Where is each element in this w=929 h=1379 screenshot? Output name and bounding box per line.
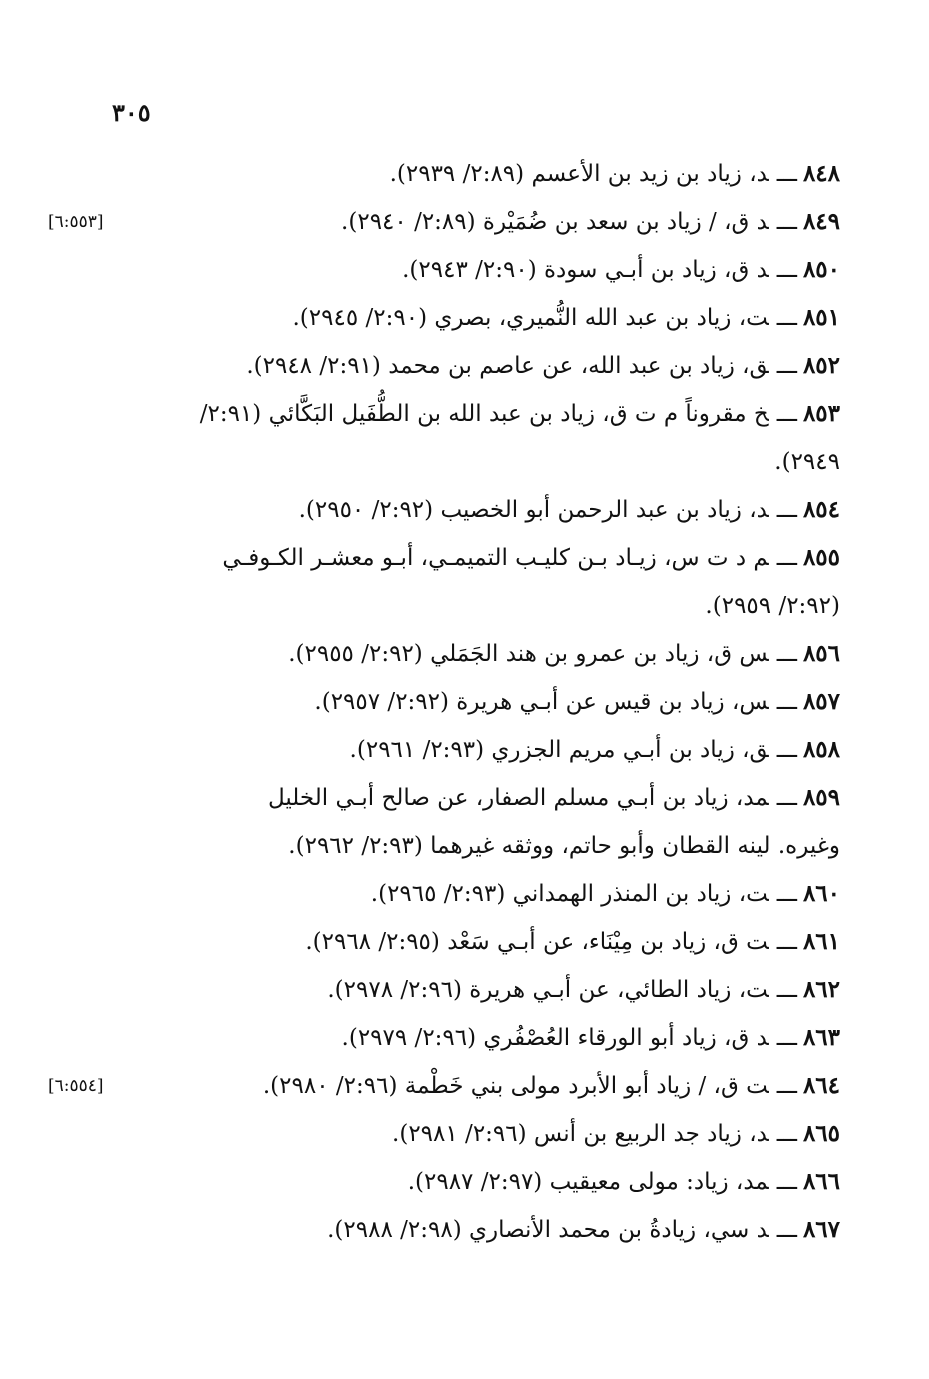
entry-text: د، زياد بن عبد الرحمن أبو الخصيب (٢:٩٢/ ٢٩٥٠). <box>298 497 769 523</box>
entry: ٨٥٧ـــس، زياد بن قيس عن أبـي هريرة (٢:٩٢/ ٢٩٥٧). <box>314 688 840 715</box>
entry: ٨٦٢ـــت، زياد الطائي، عن أبـي هريرة (٢:٩٦/ ٢٩٧٨). <box>327 976 840 1003</box>
entry-text: م د ت س، زيـاد بـن كليـب التميمـي، أبـو معشـر الكـوفـي <box>222 545 769 571</box>
entry-number: ٨٦٧ <box>802 1216 840 1243</box>
entry-text: خ مقروناً م ت ق، زياد بن عبد الله بن الطُّفَيل البَكَّائي (٢:٩١/ <box>199 401 769 427</box>
entry: ٨٥٨ـــق، زياد بن أبـي مريم الجزري (٢:٩٣/ ٢٩٦١). <box>349 736 840 763</box>
entry: ٨٦١ـــت ق، زياد بن مِيْنَاء، عن أبـي سَعْد (٢:٩٥/ ٢٩٦٨). <box>305 928 840 955</box>
entry-text: ق، زياد بن أبـي مريم الجزري (٢:٩٣/ ٢٩٦١). <box>349 737 769 763</box>
entry-text: د ق، زياد أبو الورقاء العُصْفُري (٢:٩٦/ ٢٩٧٩). <box>341 1025 769 1051</box>
entry-number: ٨٥١ <box>802 304 840 331</box>
entry-number: ٨٥٥ <box>802 544 840 571</box>
entry-text: ت، زياد الطائي، عن أبـي هريرة (٢:٩٦/ ٢٩٧٨). <box>327 977 769 1003</box>
entry: ٨٦٠ـــت، زياد بن المنذر الهمداني (٢:٩٣/ ٢٩٦٥). <box>370 880 840 907</box>
entries-list <box>48 150 840 1254</box>
entry-number: ٨٤٨ <box>802 160 840 187</box>
entry-text: د ق، / زياد بن سعد بن ضُمَيْرة (٢:٨٩/ ٢٩٤٠). <box>341 209 769 235</box>
entry: ٨٥٣ـــخ مقروناً م ت ق، زياد بن عبد الله بن الطُّفَيل البَكَّائي (٢:٩١/ ٢٩٤٩). <box>110 390 840 486</box>
entry-text: ت، زياد بن المنذر الهمداني (٢:٩٣/ ٢٩٦٥). <box>370 881 769 907</box>
entry-number: ٨٦٢ <box>802 976 840 1003</box>
page-number: ٣٠٥ <box>112 98 151 127</box>
entry: ٨٦٣ـــد ق، زياد أبو الورقاء العُصْفُري (٢:٩٦/ ٢٩٧٩). <box>341 1024 840 1051</box>
entry: ٨٦٥ـــد، زياد جد الربيع بن أنس (٢:٩٦/ ٢٩٨١). <box>392 1120 840 1147</box>
entry-text: س ق، زياد بن عمرو بن هند الجَمَلي (٢:٩٢/ ٢٩٥٥). <box>288 641 769 667</box>
entry-number: ٨٥٣ <box>802 400 840 427</box>
entry: ٨٦٦ـــمد، زياد: مولى معيقيب (٢:٩٧/ ٢٩٨٧). <box>407 1168 840 1195</box>
entry-continuation: (٢:٩٢/ ٢٩٥٩). <box>705 593 840 619</box>
entry-number: ٨٥٠ <box>802 256 840 283</box>
entry: ٨٥٢ـــق، زياد بن عبد الله، عن عاصم بن محمد (٢:٩١/ ٢٩٤٨). <box>246 352 840 379</box>
margin-reference: [٦:٥٥٤] <box>48 1076 104 1096</box>
entry-text: ق، زياد بن عبد الله، عن عاصم بن محمد (٢:٩١/ ٢٩٤٨). <box>246 353 769 379</box>
entry-number: ٨٥٧ <box>802 688 840 715</box>
entry-text: ت ق، زياد بن مِيْنَاء، عن أبـي سَعْد (٢:٩٥/ ٢٩٦٨). <box>305 929 769 955</box>
entry-text: د، زياد جد الربيع بن أنس (٢:٩٦/ ٢٩٨١). <box>392 1121 769 1147</box>
entry-number: ٨٥٩ <box>802 784 840 811</box>
entry: ٨٥١ـــت، زياد بن عبد الله النُّميري، بصري (٢:٩٠/ ٢٩٤٥). <box>292 304 840 331</box>
entry-number: ٨٦٣ <box>802 1024 840 1051</box>
entry: ٨٥٥ـــم د ت س، زيـاد بـن كليـب التميمـي، أبـو معشـر الكـوفـي (٢:٩٢/ ٢٩٥٩). <box>110 534 840 630</box>
entry: ٨٥٦ـــس ق، زياد بن عمرو بن هند الجَمَلي (٢:٩٢/ ٢٩٥٥). <box>288 640 840 667</box>
entry-number: ٨٤٩ <box>802 208 840 235</box>
entry: ٨٤٩ـــد ق، / زياد بن سعد بن ضُمَيْرة (٢:٨٩/ ٢٩٤٠). [٦:٥٥٣] <box>110 198 840 246</box>
entry: ٨٦٤ـــت ق، / زياد أبو الأبرد مولى بني خَطْمة (٢:٩٦/ ٢٩٨٠). [٦:٥٥٤] <box>110 1062 840 1110</box>
entry-number: ٨٥٨ <box>802 736 840 763</box>
entry-text: د ق، زياد بن أبـي سودة (٢:٩٠/ ٢٩٤٣). <box>402 257 769 283</box>
entry-text: ت، زياد بن عبد الله النُّميري، بصري (٢:٩٠/ ٢٩٤٥). <box>292 305 769 331</box>
entry: ٨٤٨ـــد، زياد بن زيد بن الأعسم (٢:٨٩/ ٢٩٣٩). <box>389 160 840 187</box>
entry-text: مد، زياد: مولى معيقيب (٢:٩٧/ ٢٩٨٧). <box>407 1169 769 1195</box>
entry-text: د، زياد بن زيد بن الأعسم (٢:٨٩/ ٢٩٣٩). <box>389 161 769 187</box>
entry-number: ٨٦٠ <box>802 880 840 907</box>
entry-number: ٨٦٤ <box>802 1072 840 1099</box>
entry-text: ت ق، / زياد أبو الأبرد مولى بني خَطْمة (٢:٩٦/ ٢٩٨٠). <box>262 1073 769 1099</box>
entry-continuation: ٢٩٤٩). <box>774 449 840 475</box>
margin-reference: [٦:٥٥٣] <box>48 212 104 232</box>
entry-number: ٨٥٦ <box>802 640 840 667</box>
entry-number: ٨٥٤ <box>802 496 840 523</box>
entry: ٨٥٩ـــمد، زياد بن أبـي مسلم الصفار، عن صالح أبـي الخليل وغيره. لينه القطان وأبو حاتم، ووثقه غيرهما (٢:٩٣/ ٢٩٦٢). <box>110 774 840 870</box>
entry-text: س، زياد بن قيس عن أبـي هريرة (٢:٩٢/ ٢٩٥٧). <box>314 689 769 715</box>
entry-number: ٨٥٢ <box>802 352 840 379</box>
entry-text: د سي، زيادةُ بن محمد الأنصاري (٢:٩٨/ ٢٩٨٨). <box>327 1217 769 1243</box>
entry: ٨٦٧ـــد سي، زيادةُ بن محمد الأنصاري (٢:٩٨/ ٢٩٨٨). <box>327 1216 840 1243</box>
entry: ٨٥٤ـــد، زياد بن عبد الرحمن أبو الخصيب (٢:٩٢/ ٢٩٥٠). <box>298 496 840 523</box>
entry-text: مد، زياد بن أبـي مسلم الصفار، عن صالح أبـي الخليل <box>267 785 769 811</box>
entry-continuation: وغيره. لينه القطان وأبو حاتم، ووثقه غيرهما (٢:٩٣/ ٢٩٦٢). <box>288 833 840 859</box>
entry: ٨٥٠ـــد ق، زياد بن أبـي سودة (٢:٩٠/ ٢٩٤٣). <box>402 256 840 283</box>
entry-number: ٨٦٥ <box>802 1120 840 1147</box>
entry-number: ٨٦٦ <box>802 1168 840 1195</box>
entry-number: ٨٦١ <box>802 928 840 955</box>
